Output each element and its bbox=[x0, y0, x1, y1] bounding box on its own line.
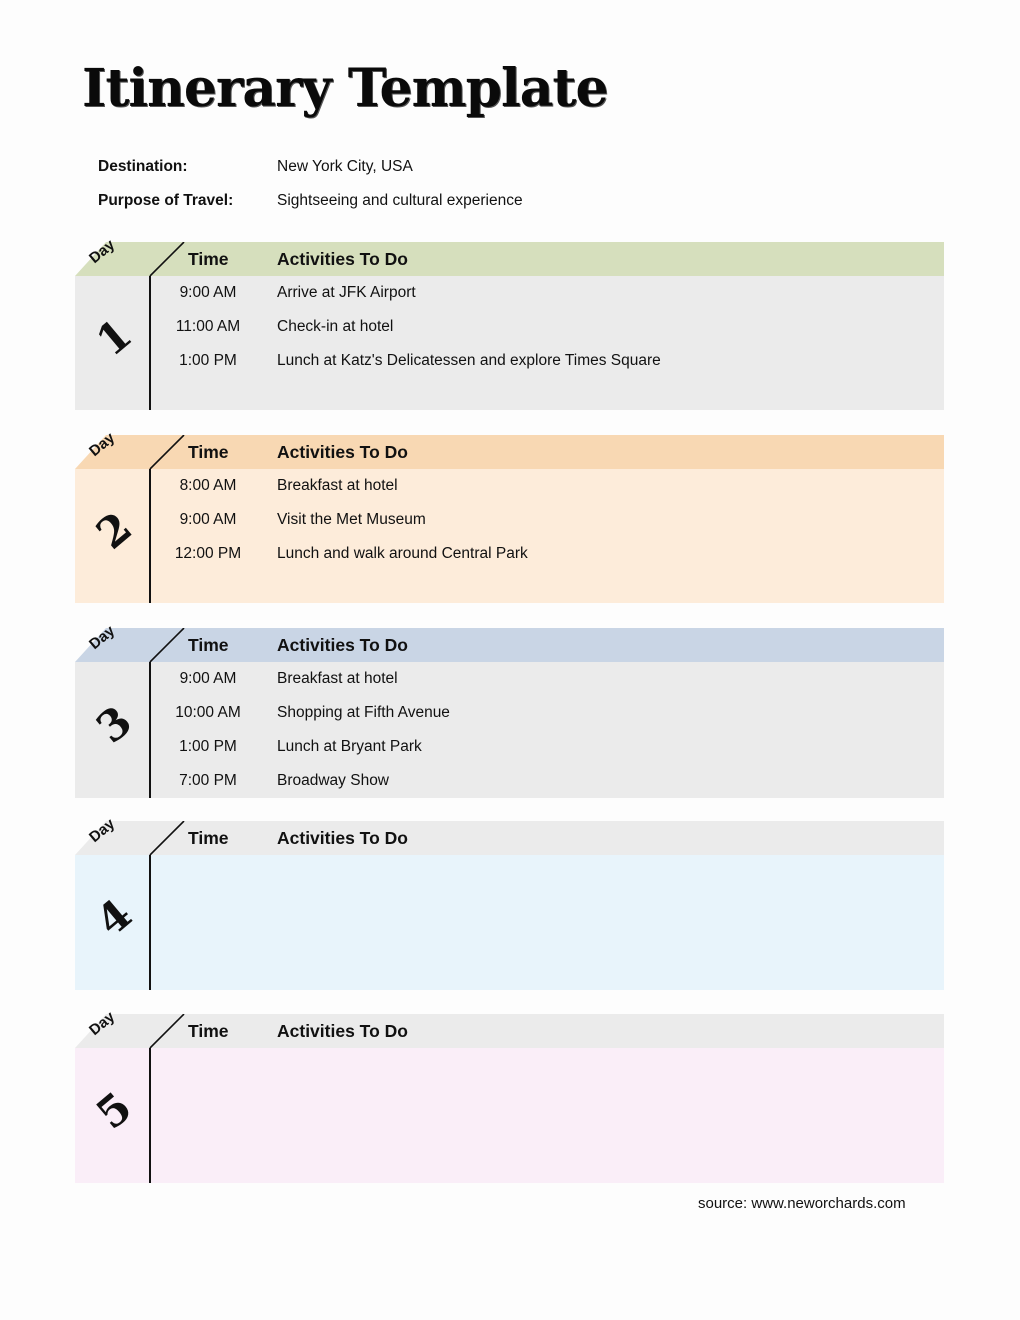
activity-text: Visit the Met Museum bbox=[277, 511, 426, 528]
day-header bbox=[75, 815, 944, 855]
activity-text: Breakfast at hotel bbox=[277, 670, 398, 687]
activities-column-header: Activities To Do bbox=[277, 635, 408, 655]
activity-time: 9:00 AM bbox=[179, 511, 237, 528]
activity-text: Check-in at hotel bbox=[277, 318, 394, 335]
day-header bbox=[75, 429, 944, 469]
day-body bbox=[75, 1048, 944, 1183]
activity-row bbox=[75, 276, 944, 310]
day-number: 1 bbox=[87, 309, 141, 366]
day-label: Day bbox=[86, 429, 119, 460]
activities-column-header: Activities To Do bbox=[277, 249, 408, 269]
time-column-header: Time bbox=[188, 635, 229, 655]
divider-line bbox=[149, 1048, 151, 1183]
activity-time: 9:00 AM bbox=[179, 670, 237, 687]
day-block-3 bbox=[75, 622, 944, 798]
day-number: 5 bbox=[87, 1081, 141, 1139]
day-header bbox=[75, 236, 944, 276]
time-column-header: Time bbox=[188, 1021, 229, 1041]
day-label: Day bbox=[86, 1008, 119, 1039]
activity-text: Lunch at Katz's Delicatessen and explore Times Square bbox=[277, 352, 661, 369]
day-body bbox=[75, 469, 944, 603]
day-body bbox=[75, 276, 944, 410]
page-title: Itinerary Template bbox=[82, 58, 608, 119]
activity-row bbox=[75, 503, 944, 537]
destination-label: Destination: bbox=[98, 158, 188, 175]
purpose-label: Purpose of Travel: bbox=[98, 192, 234, 209]
divider-line bbox=[149, 855, 151, 990]
day-number: 3 bbox=[87, 696, 141, 753]
day-block-4 bbox=[75, 815, 944, 990]
activity-time: 7:00 PM bbox=[179, 772, 237, 789]
day-number: 4 bbox=[87, 888, 141, 946]
activity-text: Broadway Show bbox=[277, 772, 390, 789]
day-block-5 bbox=[75, 1008, 944, 1183]
day-body bbox=[75, 662, 944, 798]
activity-text: Arrive at JFK Airport bbox=[277, 284, 416, 301]
activity-row bbox=[75, 310, 944, 344]
activity-row bbox=[75, 344, 944, 378]
day-header bbox=[75, 1008, 944, 1048]
activity-row bbox=[75, 696, 944, 730]
activity-row bbox=[75, 764, 944, 798]
activities-column-header: Activities To Do bbox=[277, 442, 408, 462]
source-credit: source: www.neworchards.com bbox=[698, 1195, 906, 1212]
day-header bbox=[75, 622, 944, 662]
time-column-header: Time bbox=[188, 249, 229, 269]
purpose-value: Sightseeing and cultural experience bbox=[277, 192, 523, 209]
activities-column-header: Activities To Do bbox=[277, 1021, 408, 1041]
day-label: Day bbox=[86, 236, 119, 267]
destination-value: New York City, USA bbox=[277, 158, 413, 175]
activity-text: Shopping at Fifth Avenue bbox=[277, 704, 450, 721]
activity-time: 1:00 PM bbox=[179, 738, 237, 755]
activity-row bbox=[75, 537, 944, 571]
time-column-header: Time bbox=[188, 828, 229, 848]
activity-time: 10:00 AM bbox=[175, 704, 241, 721]
activity-time: 12:00 PM bbox=[174, 545, 242, 562]
day-body bbox=[75, 855, 944, 990]
activity-row bbox=[75, 469, 944, 503]
day-number: 2 bbox=[87, 502, 141, 559]
activity-text: Lunch at Bryant Park bbox=[277, 738, 422, 755]
activity-row bbox=[75, 730, 944, 764]
activity-time: 1:00 PM bbox=[179, 352, 237, 369]
day-label: Day bbox=[86, 622, 119, 653]
activity-time: 8:00 AM bbox=[179, 477, 237, 494]
activity-text: Lunch and walk around Central Park bbox=[277, 545, 528, 562]
activity-time: 11:00 AM bbox=[175, 318, 241, 335]
day-block-1 bbox=[75, 236, 944, 410]
day-block-2 bbox=[75, 429, 944, 603]
day-label: Day bbox=[86, 815, 119, 846]
activity-row bbox=[75, 662, 944, 696]
activity-time: 9:00 AM bbox=[179, 284, 237, 301]
time-column-header: Time bbox=[188, 442, 229, 462]
activity-text: Breakfast at hotel bbox=[277, 477, 398, 494]
activities-column-header: Activities To Do bbox=[277, 828, 408, 848]
